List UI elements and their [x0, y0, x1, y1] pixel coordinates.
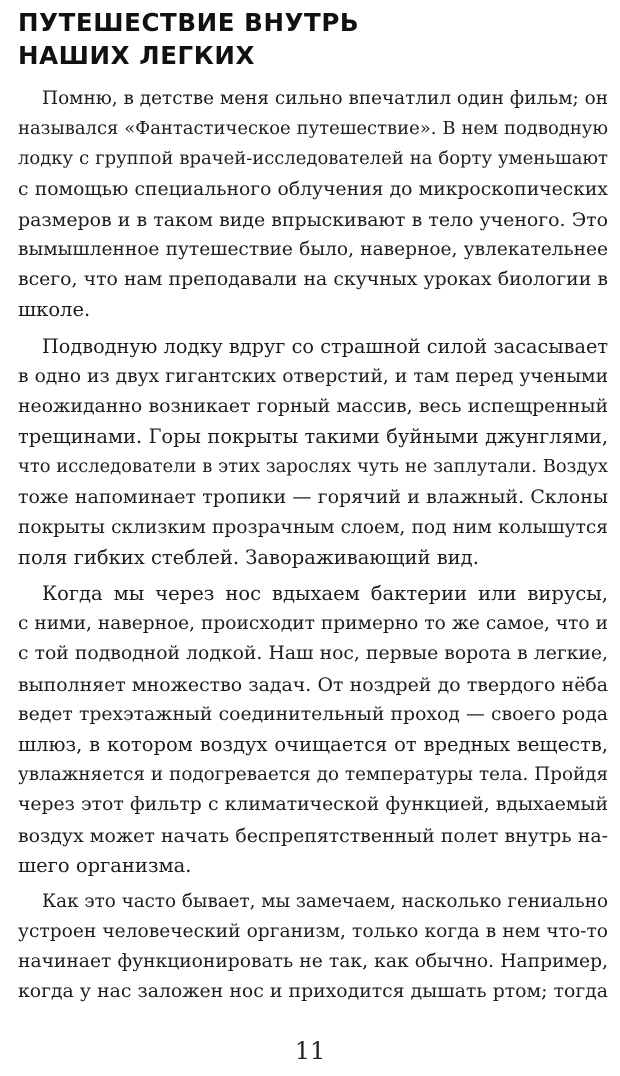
text-line: в одно из двух гигантских отверстий, и там перед учеными: [18, 365, 608, 387]
text-line: выполняет множество задач. От ноздрей до твердого нёба: [18, 673, 608, 696]
text-line: покрыты склизким прозрачным слоем, под ним колышутся: [18, 516, 608, 538]
text-line: назывался «Фантастическое путешествие». В нем подводную: [18, 118, 608, 140]
text-line: через этот фильтр с климатической функцией, вдыхаемый: [18, 794, 608, 816]
text-line: тоже напоминает тропики — горячий и влажный. Склоны: [18, 486, 608, 509]
paragraph: [18, 332, 608, 574]
text-line: школе.: [18, 298, 91, 322]
chapter-heading: [18, 6, 359, 72]
text-line: всего, что нам преподавали на скучных уроках биологии в: [18, 269, 608, 291]
text-line: Подводную лодку вдруг со страшной силой засасывает: [42, 334, 608, 358]
text-line: с той подводной лодкой. Наш нос, первые ворота в легкие,: [18, 643, 608, 665]
text-line: что исследователи в этих зарослях чуть не заплутали. Воздух: [18, 456, 608, 478]
text-line: неожиданно возникает горный массив, весь испещренный: [18, 395, 608, 417]
text-line: Как это часто бывает, мы замечаем, насколько гениально: [42, 890, 608, 912]
text-line: устроен человеческий организм, только когда в нем что-то: [18, 921, 608, 943]
body-text: [18, 84, 608, 1014]
paragraph: [18, 84, 608, 326]
text-line: с помощью специального облучения до микроскопических: [18, 178, 608, 200]
text-line: поля гибких стеблей. Завораживающий вид.: [18, 545, 479, 569]
text-line: шего организма.: [18, 853, 192, 877]
text-line: ведет трехэтажный соединительный проход — своего рода: [18, 703, 608, 725]
paragraph: [18, 579, 608, 881]
paragraph: [18, 887, 608, 1008]
page-number: 11: [294, 1037, 326, 1065]
text-line: лодку с группой врачей-исследователей на борту уменьшают: [18, 148, 608, 170]
text-line: размеров и в таком виде впрыскивают в тело ученого. Это: [18, 208, 608, 231]
text-line: когда у нас заложен нос и приходится дышать ртом; тогда: [18, 981, 608, 1003]
text-line: трещинами. Горы покрыты такими буйными джунглями,: [18, 425, 608, 449]
text-line: Когда мы через нос вдыхаем бактерии или вирусы,: [42, 582, 608, 605]
chapter-heading-line-1: ПУТЕШЕСТВИЕ ВНУТРЬ: [18, 8, 360, 37]
text-line: увлажняется и подогревается до температуры тела. Пройдя: [18, 764, 608, 786]
text-line: вымышленное путешествие было, наверное, увлекательнее: [18, 238, 608, 260]
text-line: воздух может начать беспрепятственный полет внутрь на-: [18, 824, 608, 847]
text-line: шлюз, в котором воздух очищается от вредных веществ,: [18, 732, 608, 756]
text-line: Помню, в детстве меня сильно впечатлил один фильм; он: [42, 88, 608, 109]
chapter-heading-line-2: НАШИХ ЛЕГКИХ: [18, 41, 255, 70]
text-line: с ними, наверное, происходит примерно то же самое, что и: [18, 613, 608, 635]
text-line: начинает функционировать не так, как обычно. Например,: [18, 951, 608, 973]
